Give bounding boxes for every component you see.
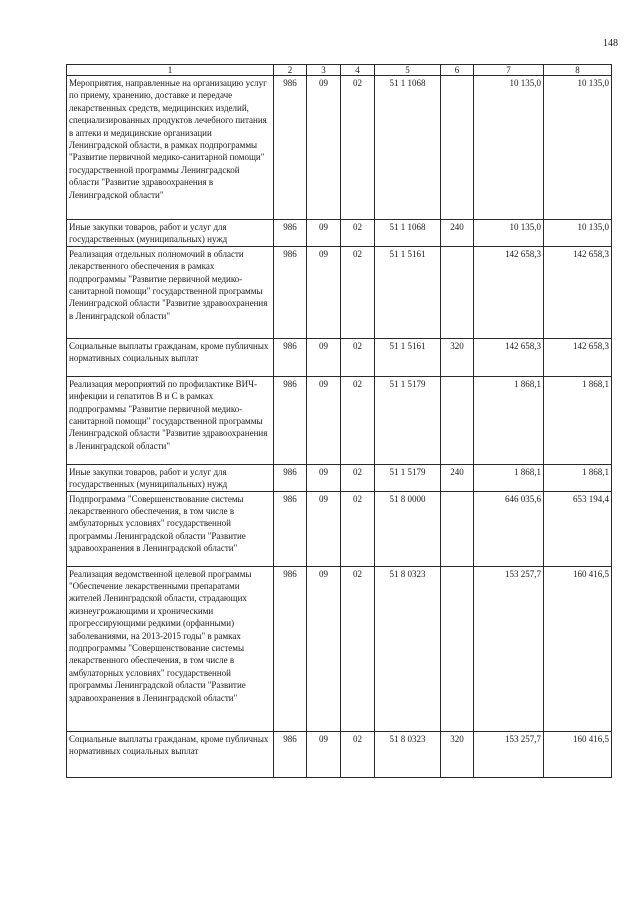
column-header: 7 [474, 65, 544, 76]
column-header: 1 [67, 65, 274, 76]
row-description: Подпрограмма "Совершенствование системы лекарственного обеспечения, в том числе в амбулаторных условиях" государственной программы Ленинградской области "Развитие здравоохранения в Ленинградской области" [67, 491, 274, 566]
row-amount-year-2: 160 416,5 [544, 566, 612, 731]
row-description: Социальные выплаты гражданам, кроме публичных нормативных социальных выплат [67, 338, 274, 376]
column-header: 3 [307, 65, 341, 76]
row-department-code: 986 [274, 246, 307, 338]
row-section-code: 09 [307, 731, 341, 777]
row-section-code: 09 [307, 376, 341, 464]
row-target-article: 51 1 5179 [375, 464, 441, 491]
row-amount-year-1: 646 035,6 [474, 491, 544, 566]
row-expense-type: 320 [441, 731, 474, 777]
table-header-row [67, 65, 612, 76]
budget-table [66, 64, 612, 778]
row-target-article: 51 8 0000 [375, 491, 441, 566]
row-subsection-code: 02 [341, 376, 375, 464]
row-amount-year-1: 1 868,1 [474, 464, 544, 491]
row-department-code: 986 [274, 566, 307, 731]
row-amount-year-2: 1 868,1 [544, 376, 612, 464]
row-amount-year-2: 653 194,4 [544, 491, 612, 566]
row-target-article: 51 1 5161 [375, 246, 441, 338]
row-expense-type: 240 [441, 464, 474, 491]
row-section-code: 09 [307, 338, 341, 376]
row-department-code: 986 [274, 464, 307, 491]
row-description: Реализация ведомственной целевой программы "Обеспечение лекарственными препаратами жителей Ленинградской области, страдающих жизнеугрожающими и хроническими прогрессирующими редкими (орфанными) заболеваниями, на 2013-2015 годы" в рамках подпрограммы "Совершенствование системы лекарственного обеспечения, в том числе в амбулаторных условиях" государственной программы Ленинградской области "Развитие здравоохранения в Ленинградской области" [67, 566, 274, 731]
table-row [67, 76, 612, 220]
row-description: Реализация мероприятий по профилактике ВИЧ-инфекции и гепатитов B и C в рамках подпрограммы "Развитие первичной медико-санитарной помощи" государственной программы Ленинградской области "Развитие здравоохранения в Ленинградской области" [67, 376, 274, 464]
column-header: 8 [544, 65, 612, 76]
row-target-article: 51 1 1068 [375, 220, 441, 247]
row-amount-year-1: 153 257,7 [474, 566, 544, 731]
table-row [67, 464, 612, 491]
row-expense-type [441, 376, 474, 464]
row-target-article: 51 1 5179 [375, 376, 441, 464]
row-description: Иные закупки товаров, работ и услуг для государственных (муниципальных) нужд [67, 464, 274, 491]
table-row [67, 731, 612, 777]
row-department-code: 986 [274, 76, 307, 220]
row-section-code: 09 [307, 491, 341, 566]
row-amount-year-2: 10 135,0 [544, 220, 612, 247]
row-description: Социальные выплаты гражданам, кроме публичных нормативных социальных выплат [67, 731, 274, 777]
row-amount-year-1: 142 658,3 [474, 246, 544, 338]
column-header: 5 [375, 65, 441, 76]
row-expense-type [441, 491, 474, 566]
row-description: Реализация отдельных полномочий в области лекарственного обеспечения в рамках подпрограммы "Развитие первичной медико-санитарной помощи" государственной программы Ленинградской области "Развитие здравоохранения в Ленинградской области" [67, 246, 274, 338]
row-expense-type: 320 [441, 338, 474, 376]
column-header: 2 [274, 65, 307, 76]
row-description: Мероприятия, направленные на организацию услуг по приему, хранению, доставке и передаче лекарственных средств, медицинских изделий, специализированных продуктов лечебного питания в аптеки и медицинские организации Ленинградской области, в рамках подпрограммы "Развитие первичной медико-санитарной помощи" государственной программы Ленинградской области "Развитие здравоохранения в Ленинградской области" [67, 76, 274, 220]
row-subsection-code: 02 [341, 731, 375, 777]
column-header: 4 [341, 65, 375, 76]
row-amount-year-2: 10 135,0 [544, 76, 612, 220]
row-amount-year-1: 10 135,0 [474, 76, 544, 220]
row-department-code: 986 [274, 731, 307, 777]
column-header: 6 [441, 65, 474, 76]
row-expense-type [441, 246, 474, 338]
row-section-code: 09 [307, 246, 341, 338]
row-department-code: 986 [274, 376, 307, 464]
row-amount-year-1: 1 868,1 [474, 376, 544, 464]
row-target-article: 51 8 0323 [375, 566, 441, 731]
row-amount-year-1: 142 658,3 [474, 338, 544, 376]
table-row [67, 246, 612, 338]
row-expense-type [441, 566, 474, 731]
table-row [67, 491, 612, 566]
row-department-code: 986 [274, 338, 307, 376]
table-row [67, 376, 612, 464]
row-expense-type [441, 76, 474, 220]
row-subsection-code: 02 [341, 338, 375, 376]
row-subsection-code: 02 [341, 491, 375, 566]
row-subsection-code: 02 [341, 220, 375, 247]
page-number: 148 [603, 38, 618, 49]
row-subsection-code: 02 [341, 246, 375, 338]
row-amount-year-2: 1 868,1 [544, 464, 612, 491]
row-section-code: 09 [307, 220, 341, 247]
row-amount-year-2: 142 658,3 [544, 246, 612, 338]
row-section-code: 09 [307, 464, 341, 491]
row-amount-year-1: 10 135,0 [474, 220, 544, 247]
row-section-code: 09 [307, 566, 341, 731]
row-department-code: 986 [274, 220, 307, 247]
row-target-article: 51 1 5161 [375, 338, 441, 376]
row-amount-year-2: 160 416,5 [544, 731, 612, 777]
row-subsection-code: 02 [341, 566, 375, 731]
row-target-article: 51 8 0323 [375, 731, 441, 777]
row-amount-year-2: 142 658,3 [544, 338, 612, 376]
row-subsection-code: 02 [341, 76, 375, 220]
row-target-article: 51 1 1068 [375, 76, 441, 220]
table-row [67, 338, 612, 376]
table-row [67, 220, 612, 247]
row-department-code: 986 [274, 491, 307, 566]
row-expense-type: 240 [441, 220, 474, 247]
row-subsection-code: 02 [341, 464, 375, 491]
row-description: Иные закупки товаров, работ и услуг для государственных (муниципальных) нужд [67, 220, 274, 247]
row-section-code: 09 [307, 76, 341, 220]
row-amount-year-1: 153 257,7 [474, 731, 544, 777]
table-row [67, 566, 612, 731]
